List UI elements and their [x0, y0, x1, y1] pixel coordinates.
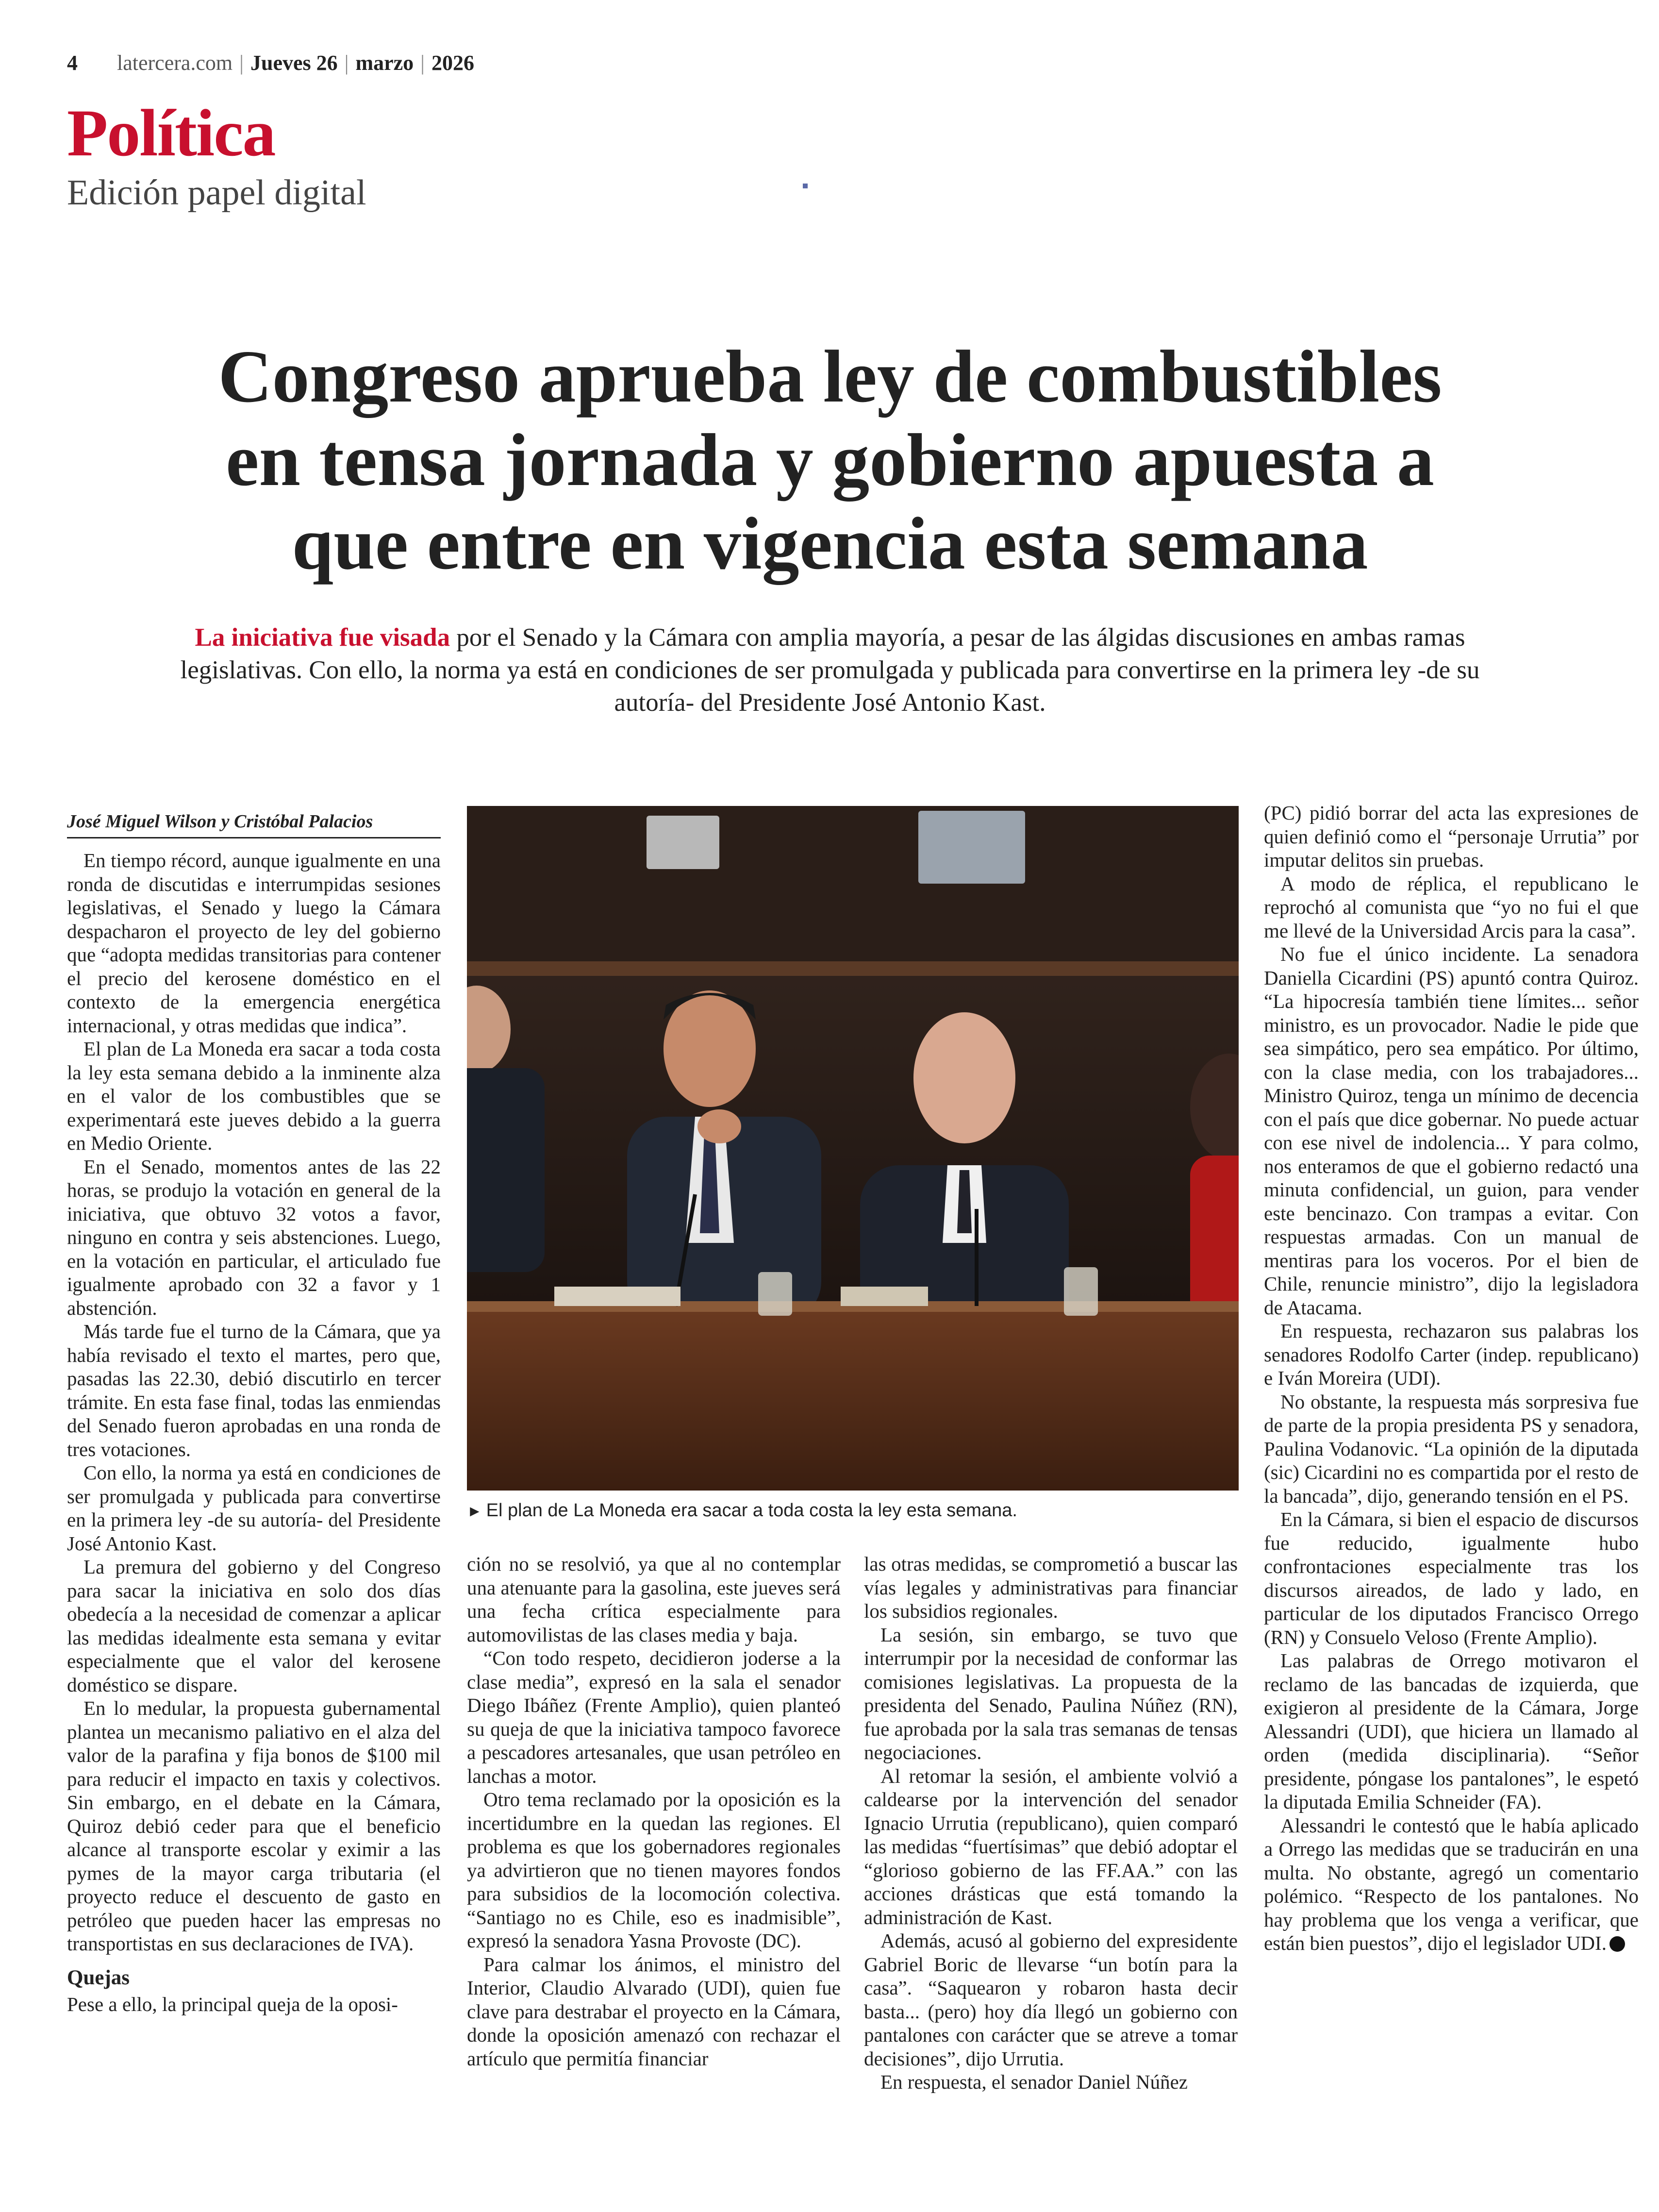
article-column-1: [67, 849, 441, 2016]
date-day: Jueves 26: [250, 51, 338, 75]
paragraph: No fue el único incidente. La senadora Daniella Cicardini (PS) apuntó contra Quiroz. “La hipocresía también tiene límites... señor ministro, es un provocador. Nadie le pide que sea simpático, pero sea empático. Por último, con la clase media, con los trabajadores... Ministro Quiroz, tenga un mínimo de decencia con el país que dice gobernar. No puede actuar con ese nivel de indolencia... Y para colmo, nos enteramos de que el gobierno redactó una minuta confidencial, un guion, para vender este bencinazo. Con trampas a evitar. Con respuestas armadas. Con un manual de mentiras para los voceros. Por el bien de Chile, renuncie ministro”, dijo la legisladora de Atacama.: [1264, 943, 1639, 1319]
paragraph: La sesión, sin embargo, se tuvo que interrumpir por la necesidad de conformar las comisiones legislativas. La propuesta de la presidenta del Senado, Paulina Núñez (RN), fue aprobada por la sala tras semanas de tensas negociaciones.: [864, 1623, 1238, 1763]
headline-line: Congreso aprueba ley de combustibles: [218, 335, 1442, 418]
paragraph: Pese a ello, la principal queja de la oposi-: [67, 1993, 398, 2015]
subheading: Quejas: [67, 1966, 130, 1989]
paragraph-text: Alessandri le contestó que le había aplicado a Orrego las medidas que se traducirán en una multa. No obstante, agregó un comentario polémico. “Respecto de los pantalones. No hay problema que los venga a verificar, que están bien puestos”, dijo el legislador UDI.: [1264, 1814, 1639, 1954]
paragraph: En respuesta, el senador Daniel Núñez: [880, 2071, 1188, 2093]
paragraph: Las palabras de Orrego motivaron el reclamo de las bancadas de izquierda, que exigieron al presidente de la Cámara, Jorge Alessandri (UDI), que hiciera un llamado al orden (medida disciplinaria). “Señor presidente, póngase los pantalones”, le espetó la diputada Emilia Schneider (FA).: [1264, 1649, 1639, 1813]
paragraph: “Con todo respeto, decidieron joderse a la clase media”, expresó en la sala el senador Diego Ibáñez (Frente Amplio), quien planteó su queja de que la iniciativa tampoco favorece a pescadores artesanales, que usan petróleo en lanchas a motor.: [467, 1647, 841, 1787]
page-number: 4: [67, 51, 78, 75]
decorative-dot: [803, 184, 808, 188]
paragraph: En el Senado, momentos antes de las 22 horas, se produjo la votación en general de la iniciativa, que obtuvo 32 votos a favor, ninguno en contra y seis abstenciones. Luego, en la votación en particular, el articulado fue igualmente aprobado con 32 a favor y 1 abstención.: [67, 1155, 441, 1319]
paragraph: (PC) pidió borrar del acta las expresiones de quien definió como el “personaje Urrutia” por imputar delitos sin pruebas.: [1264, 802, 1639, 871]
article-deck: [146, 621, 1514, 719]
paragraph: En lo medular, la propuesta gubernamental plantea un mecanismo paliativo en el alza del valor de la parafina y fija bonos de $100 mil para reducir el impacto en taxis y colectivos. Sin embargo, en el debate en la Cámara, Quiroz debió ceder para que el beneficio alcance al transporte escolar y eximir a las pymes de la mayor carga tributaria (el proyecto reduce el descuento de gasto en petróleo que pueden hacer las empresas no transportistas en sus declaraciones de IVA).: [67, 1697, 441, 1955]
date-month: marzo: [355, 51, 414, 75]
deck-text: por el Senado y la Cámara con amplia mayoría, a pesar de las álgidas discusiones en ambas ramas legislativas. Con ello, la norma ya está en condiciones de ser promulgada y publicada para convertirse en la primera ley -de su autoría- del Presidente José Antonio Kast.: [180, 623, 1480, 717]
paragraph: El plan de La Moneda era sacar a toda costa la ley esta semana debido a la inminente alza en el valor de los combustibles que se experimentará este jueves debido a la guerra en Medio Oriente.: [67, 1038, 441, 1154]
deck-lead: La iniciativa fue visada: [195, 623, 450, 652]
paragraph: Además, acusó al gobierno del expresidente Gabriel Boric de llevarse “un botín para la casa”. “Saquearon y robaron hasta decir basta... (pero) hoy día llegó un gobierno con pantalones con carácter que se atreve a tomar decisiones”, dijo Urrutia.: [864, 1929, 1238, 2070]
section-title: Política: [67, 96, 275, 170]
photo-illustration: [467, 806, 1239, 1491]
paragraph: En la Cámara, si bien el espacio de discursos fue reducido, igualmente hubo confrontaciones especialmente tras los discursos aireados, de lado y lado, en particular de los diputados Francisco Orrego (RN) y Consuelo Veloso (Frente Amplio).: [1264, 1508, 1639, 1648]
caption-text: El plan de La Moneda era sacar a toda costa la ley esta semana.: [486, 1500, 1017, 1521]
paragraph: No obstante, la respuesta más sorpresiva fue de parte de la propia presidenta PS y senadora, Paulina Vodanovic. “La opinión de la diputada (sic) Cicardini no es compartida por el resto de la bancada”, dijo, generando tensión en el PS.: [1264, 1390, 1639, 1507]
photo-caption: [467, 1500, 1239, 1521]
paragraph: Al retomar la sesión, el ambiente volvió a caldearse por la intervención del senador Ignacio Urrutia (republicano), quien comparó las medidas “fuertísimas” que debió adoptar el “glorioso gobierno de las FF.AA.” con las acciones drásticas que está tomando la administración de Kast.: [864, 1764, 1238, 1928]
paragraph: En respuesta, rechazaron sus palabras los senadores Rodolfo Carter (indep. republicano) e Iván Moreira (UDI).: [1264, 1320, 1639, 1389]
paragraph: Para calmar los ánimos, el ministro del Interior, Claudio Alvarado (UDI), quien fue clave para destrabar el proyecto en la Cámara, donde la oposición amenazó con rechazar el artículo que permitía financiar: [467, 1953, 841, 2070]
date-year: 2026: [431, 51, 474, 75]
article-column-2: [467, 1552, 841, 2070]
article-column-3: [864, 1552, 1238, 2094]
paragraph: las otras medidas, se comprometió a buscar las vías legales y administrativas para financiar los subsidios regionales.: [864, 1553, 1238, 1622]
article-column-4: [1264, 801, 1639, 1955]
paragraph: En tiempo récord, aunque igualmente en una ronda de discutidas e interrumpidas sesiones legislativas, el Senado y luego la Cámara despacharon el proyecto de ley del gobierno que “adopta medidas transitorias para contener el precio del kerosene doméstico en el contexto de la emergencia energética internacional, y otras medidas que indica”.: [67, 849, 441, 1037]
section-subtitle: Edición papel digital: [67, 173, 366, 213]
site-name: latercera.com: [117, 51, 233, 75]
paragraph: Más tarde fue el turno de la Cámara, que ya había revisado el texto el martes, pero que, pasadas las 22.30, debió discutirlo en tercer trámite. En esta fase final, todas las enmiendas del Senado fueron aprobadas en una ronda de tres votaciones.: [67, 1320, 441, 1460]
byline: José Miguel Wilson y Cristóbal Palacios: [67, 811, 441, 838]
end-of-article-icon: [1609, 1936, 1625, 1952]
caption-arrow-icon: ►: [467, 1502, 482, 1520]
page-folio: 4 latercera.com | Jueves 26 | marzo | 2026: [67, 51, 474, 75]
paragraph: Otro tema reclamado por la oposición es la incertidumbre en la quedan las regiones. El problema es que los gobernadores regionales ya advirtieron que no tienen mayores fondos para subsidios de la locomoción colectiva. “Santiago no es Chile, eso es inadmisible”, expresó la senadora Yasna Provoste (DC).: [467, 1788, 841, 1952]
headline-line: en tensa jornada y gobierno apuesta a: [226, 419, 1434, 502]
paragraph: A modo de réplica, el republicano le reprochó al comunista que “yo no fui el que me llevé de la Universidad Arcis para la casa”.: [1264, 872, 1639, 942]
paragraph: La premura del gobierno y del Congreso para sacar la iniciativa en solo dos días obedecía a la necesidad de comenzar a aplicar las medidas idealmente esta semana y evitar especialmente que el valor del kerosene doméstico se dispare.: [67, 1556, 441, 1696]
photo-senate-session: [467, 806, 1239, 1491]
paragraph: Con ello, la norma ya está en condiciones de ser promulgada y publicada para convertirse en la primera ley -de su autoría- del Presidente José Antonio Kast.: [67, 1461, 441, 1555]
paragraph: ción no se resolvió, ya que al no contemplar una atenuante para la gasolina, este jueves será una fecha crítica especialmente para automovilistas de las clases media y baja.: [467, 1553, 841, 1646]
paragraph-final: [1264, 1814, 1639, 1955]
headline-line: que entre en vigencia esta semana: [292, 503, 1368, 585]
headline: [68, 335, 1592, 586]
